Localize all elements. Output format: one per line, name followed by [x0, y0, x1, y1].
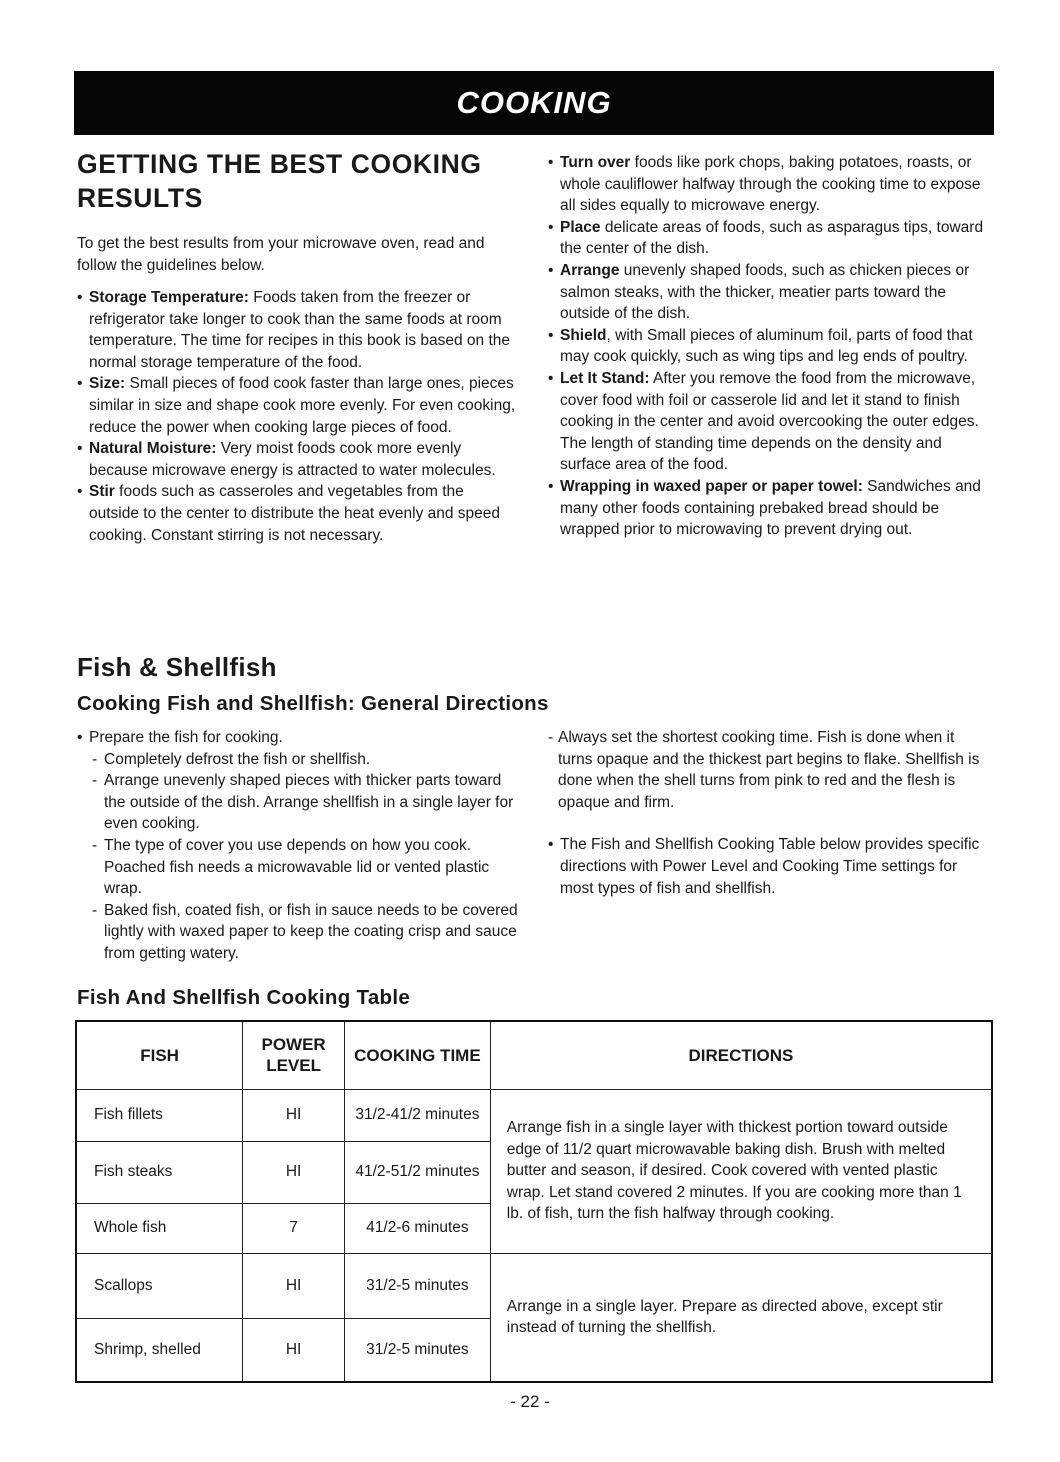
power-level: HI: [243, 1253, 345, 1318]
bullet-text: foods like pork chops, baking potatoes, roasts, or whole cauliflower halfway through the cooking time to expose all sides equally to microwave energy.: [560, 154, 981, 215]
header-directions: DIRECTIONS: [490, 1021, 992, 1089]
bullet-size: [77, 373, 517, 438]
dash-item: - Arrange unevenly shaped pieces with thicker parts toward the outside of the dish. Arrange shellfish in a single layer for even cooking.: [92, 772, 514, 833]
bullet-lead: Let It Stand:: [560, 369, 650, 387]
dash-item: - Always set the shortest cooking time. Fish is done when it turns opaque and the thickest part begins to flake. Shellfish is done when the shell turns from pink to red and the flesh is opaque and firm.: [548, 729, 980, 811]
bullet-arrange: [548, 260, 993, 325]
bullet-lead: Stir: [89, 483, 115, 501]
cooking-time: 41/2-51/2 minutes: [345, 1141, 491, 1203]
left-bullet-list: [77, 287, 517, 546]
header-fish: FISH: [76, 1021, 243, 1089]
page-banner: COOKING: [74, 71, 994, 135]
section-subtitle-directions: Cooking Fish and Shellfish: General Directions: [77, 692, 549, 715]
fish-directions-left: [77, 727, 527, 965]
dash-text: Baked fish, coated fish, or fish in sauce needs to be covered lightly with waxed paper to keep the coating crisp and sauce from getting watery.: [104, 901, 518, 962]
bullet-lead: Turn over: [560, 154, 631, 171]
dash-item: - The type of cover you use depends on how you cook. Poached fish needs a microwavable lid or vented plastic wrap.: [92, 836, 490, 898]
header-power-level: POWER LEVEL: [243, 1021, 345, 1089]
dash-text: Always set the shortest cooking time. Fish is done when it turns opaque and the thickest part begins to flake. Shellfish is done when the shell turns from pink to red and the flesh is opaque and firm.: [558, 729, 980, 811]
section-title-fish: Fish & Shellfish: [77, 652, 277, 682]
power-level: HI: [243, 1141, 345, 1203]
bullet-lead: Wrapping in waxed paper or paper towel:: [560, 477, 863, 495]
intro-text: To get the best results from your microwave oven, read and follow the guidelines below.: [77, 235, 485, 274]
bullet-stir: [77, 481, 517, 546]
bullet-let-it-stand: [548, 368, 993, 476]
bullet-text: delicate areas of foods, such as asparagus tips, toward the center of the dish.: [560, 218, 984, 258]
bullet-turn-over: [548, 152, 993, 217]
cooking-time: 41/2-6 minutes: [345, 1203, 491, 1253]
dash-text: Arrange unevenly shaped pieces with thicker parts toward the outside of the dish. Arrange shellfish in a single layer for even cooking.: [104, 772, 514, 833]
fish-name: Fish fillets: [76, 1089, 243, 1141]
bullet-text: Sandwiches and many other foods containing prebaked bread should be wrapped prior to microwaving to prevent drying out.: [560, 477, 981, 539]
header-cooking-time: COOKING TIME: [345, 1021, 491, 1089]
power-level: HI: [243, 1089, 345, 1141]
table-row: [76, 1253, 992, 1318]
table-header-row: [76, 1021, 992, 1089]
bullet-table-note: • The Fish and Shellfish Cooking Table below provides specific directions with Power Level and Cooking Time settings for most types of fish and shellfish.: [548, 834, 993, 899]
bullet-lead: Size:: [89, 375, 126, 393]
bullet-lead: Storage Temperature:: [89, 289, 249, 306]
bullet-text: , with Small pieces of aluminum foil, parts of food that may cook quickly, such as wing tips and leg ends of poultry.: [560, 326, 973, 366]
directions-shellfish: Arrange in a single layer. Prepare as directed above, except stir instead of turning the shellfish.: [490, 1253, 992, 1382]
table-row: [76, 1089, 992, 1141]
cooking-time: 31/2-41/2 minutes: [345, 1089, 491, 1141]
dash-item: - Baked fish, coated fish, or fish in sauce needs to be covered lightly with waxed paper to keep the coating crisp and sauce from getting watery.: [92, 901, 518, 962]
cooking-time: 31/2-5 minutes: [345, 1318, 491, 1382]
power-level: 7: [243, 1203, 345, 1253]
bullet-natural-moisture: [77, 438, 517, 481]
bullet-lead: Natural Moisture:: [89, 440, 217, 458]
dash-text: Completely defrost the fish or shellfish.: [104, 750, 371, 768]
bullet-wrapping: [548, 476, 993, 541]
bullet-text: Small pieces of food cook faster than large ones, pieces similar in size and shape cook more evenly. For even cooking, reduce the power when cooking large pieces of food.: [89, 375, 516, 436]
table-note-list: [548, 834, 993, 899]
bullet-lead: Place: [560, 218, 601, 236]
bullet-shield: [548, 325, 993, 368]
cooking-time: 31/2-5 minutes: [345, 1253, 491, 1318]
fish-name: Shrimp, shelled: [76, 1318, 243, 1382]
bullet-text: Very moist foods cook more evenly because microwave energy is attracted to water molecules.: [89, 440, 496, 479]
dash-item: - Completely defrost the fish or shellfish.: [92, 750, 371, 768]
power-level: HI: [243, 1318, 345, 1382]
bullet-lead: Shield: [560, 326, 607, 344]
bullet-text: foods such as casseroles and vegetables from the outside to the center to distribute the heat evenly and speed cooking. Constant stirring is not necessary.: [89, 483, 501, 544]
prepare-bullet-list: [77, 727, 527, 749]
directions-fish: Arrange fish in a single layer with thickest portion toward outside edge of 11/2 quart microwavable baking dish. Brush with melted butter and season, if desired. Cook covered with vented plastic wrap. Let stand covered 2 minutes. If you are cooking more than 1 lb. of fish, turn the fish halfway through cooking.: [490, 1089, 992, 1253]
table-title: Fish And Shellfish Cooking Table: [77, 986, 411, 1009]
right-bullet-list: [548, 152, 993, 541]
bullet-place: [548, 217, 993, 260]
dash-text: The type of cover you use depends on how you cook. Poached fish needs a microwavable lid or vented plastic wrap.: [104, 836, 490, 898]
page-number: - 22 -: [510, 1392, 550, 1411]
fish-name: Whole fish: [76, 1203, 243, 1253]
bullet-text: After you remove the food from the microwave, cover food with foil or casserole lid and let it stand to finish cooking in the center and avoid overcooking the outer edges. The length of standing time depends on the density and surface area of the food.: [560, 369, 979, 474]
fish-name: Fish steaks: [76, 1141, 243, 1203]
bullet-prepare: • Prepare the fish for cooking.: [77, 727, 527, 749]
bullet-lead: Arrange: [560, 261, 620, 279]
bullet-storage-temperature: [77, 287, 517, 373]
fish-name: Scallops: [76, 1253, 243, 1318]
fish-directions-right: [548, 727, 993, 899]
bullet-text: unevenly shaped foods, such as chicken pieces or salmon steaks, with the thicker, meatier parts toward the outside of the dish.: [560, 261, 970, 323]
bullet-text: Foods taken from the freezer or refrigerator take longer to cook than the same foods at room temperature. The time for recipes in this book is based on the normal storage temperature of the food.: [89, 289, 511, 371]
fish-cooking-table: [75, 1020, 993, 1383]
section-title-best-results: GETTING THE BEST COOKING RESULTS: [77, 149, 482, 213]
